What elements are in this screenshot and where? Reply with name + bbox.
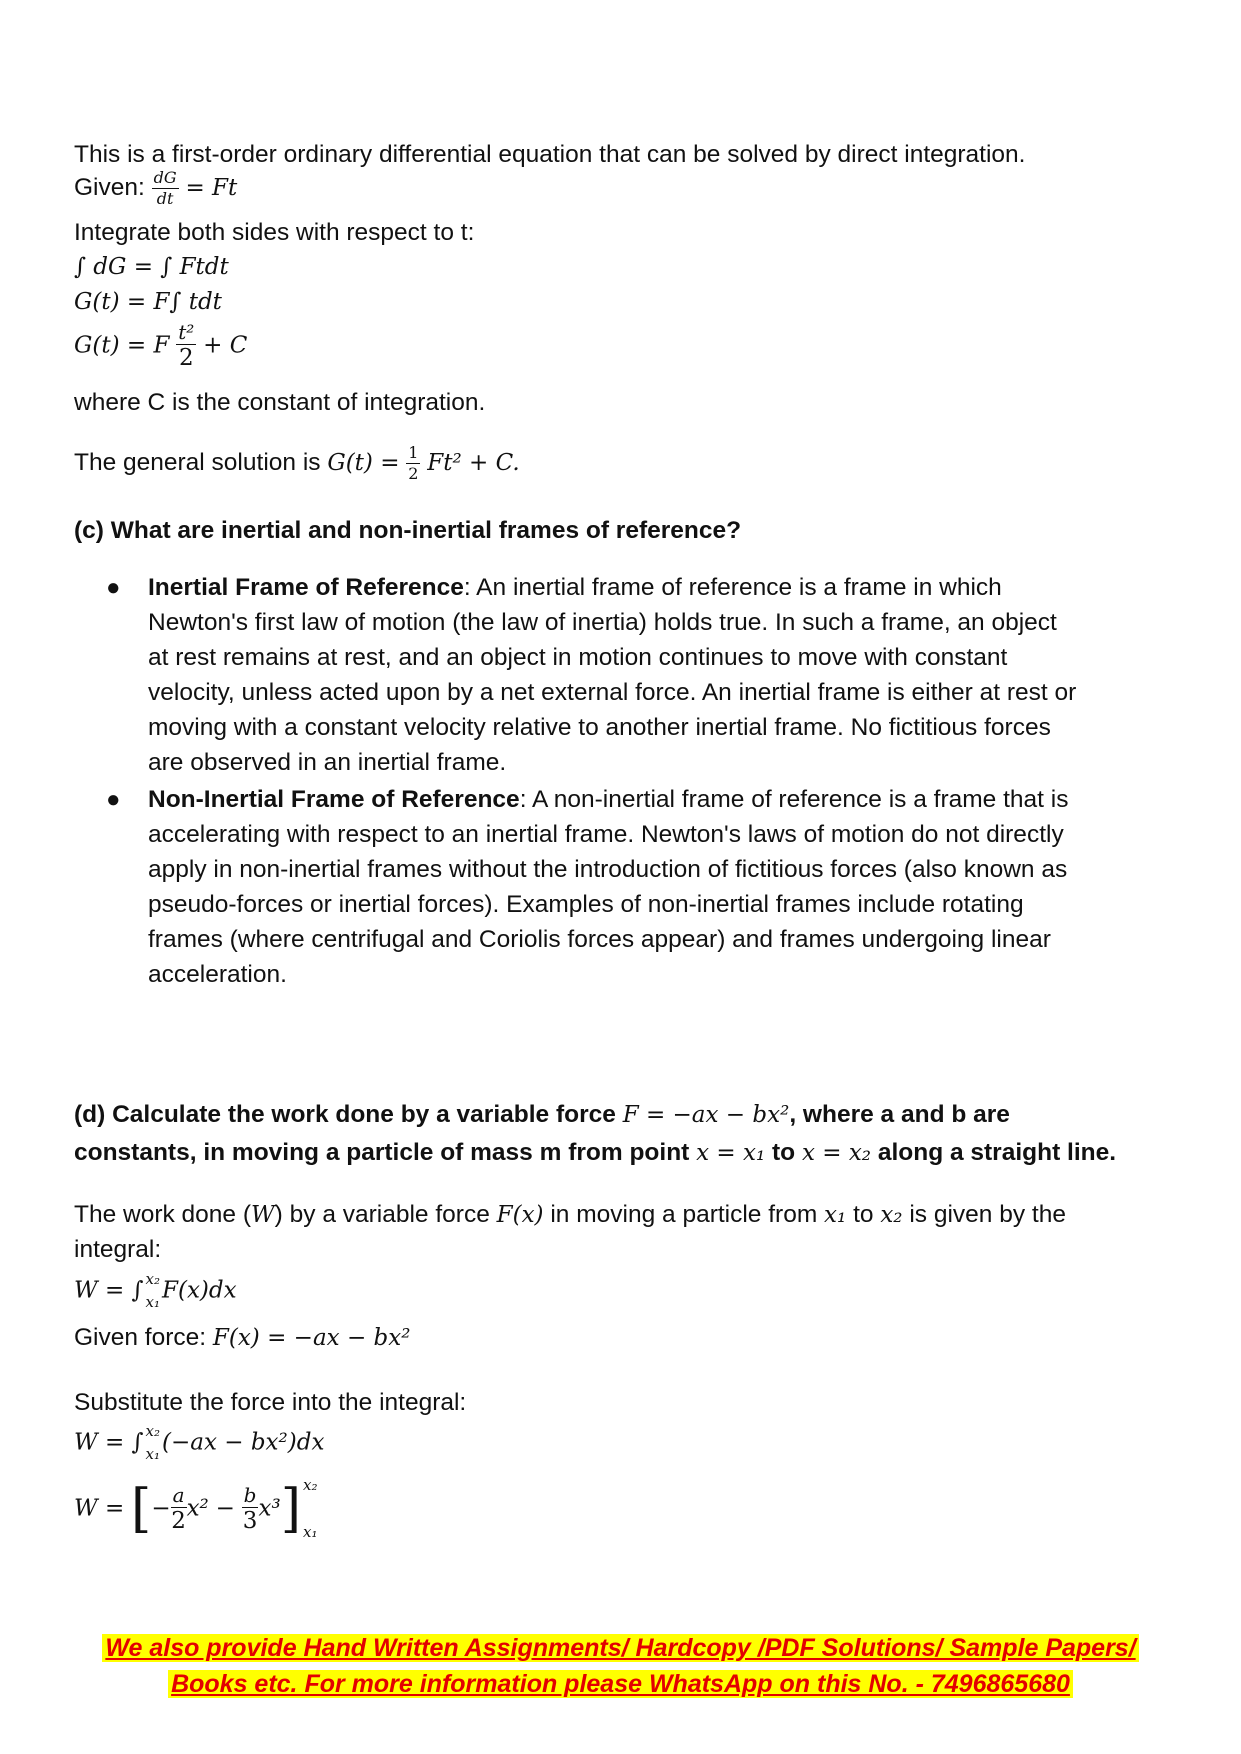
- lower-limit: x₁: [302, 1523, 318, 1541]
- result-fraction-b: $\frac{b}{3}$: [242, 1483, 258, 1534]
- general-label: The general solution is: [74, 449, 321, 476]
- integral-limits: [146, 1424, 160, 1462]
- derivative-numerator: dG: [153, 168, 177, 188]
- upper-limit: x₂: [145, 1270, 161, 1288]
- equation-3: [74, 322, 247, 370]
- general-fraction: [406, 445, 420, 482]
- bullet-term: Non-Inertial Frame of Reference: [148, 786, 520, 813]
- upper-limit: x₂: [302, 1476, 318, 1494]
- work-definition-line-1: The work done (W) by a variable force F(x) in moving a particle from x₁ to x₂ is given by the: [74, 1201, 1066, 1228]
- derivative-denominator: dt: [156, 189, 174, 209]
- given-rhs: = Ft: [185, 175, 238, 201]
- bullet-line: velocity, unless acted upon by a net external force. An inertial frame is either at rest or: [148, 679, 1077, 706]
- right-bracket: ]: [280, 1479, 301, 1539]
- integral-1: W = ∫ x₂ x₁ F(x)dx: [74, 1270, 237, 1311]
- constant-text: where C is the constant of integration.: [74, 389, 486, 416]
- promo-line-2: Books etc. For more information please WhatsApp on this No. - 7496865680: [168, 1670, 1073, 1698]
- given-label: Given:: [74, 174, 145, 201]
- work-definition-line-2: integral:: [74, 1236, 162, 1263]
- evaluation-limits: [303, 1478, 317, 1540]
- bullet-line: apply in non-inertial frames without the introduction of fictitious forces (also known as: [148, 856, 1068, 883]
- bullet-line: at rest remains at rest, and an object in motion continues to move with constant: [148, 644, 1008, 671]
- section-d-heading-line-2: constants, in moving a particle of mass m from point x = x₁ to x = x₂ along a straight line.: [74, 1139, 1117, 1166]
- equation-2: G(t) = F∫ tdt: [74, 289, 222, 315]
- lower-limit: x₁: [145, 1445, 161, 1463]
- general-rhs: Ft² + C.: [427, 450, 520, 476]
- bullet-dot-icon: ●: [106, 786, 121, 813]
- bullet-line: accelerating with respect to an inertial frame. Newton's laws of motion do not directly: [148, 821, 1064, 848]
- integral-2: W = ∫ x₂ x₁ (−ax − bx²)dx: [74, 1422, 325, 1463]
- eq3-numerator: t²: [178, 320, 195, 344]
- bullet-inertial: [106, 570, 1148, 780]
- bullet-line: acceleration.: [148, 961, 287, 988]
- promo-line-1: We also provide Hand Written Assignments/ Hardcopy /PDF Solutions/ Sample Papers/: [102, 1634, 1138, 1662]
- eq3-rhs: + C: [203, 332, 248, 359]
- bullet-line: Newton's first law of motion (the law of inertia) holds true. In such a frame, an object: [148, 609, 1057, 636]
- upper-limit: x₂: [145, 1422, 161, 1440]
- derivative-fraction: [152, 170, 179, 207]
- eq3-lhs: G(t) = F: [74, 332, 170, 359]
- general-numerator: 1: [408, 443, 419, 463]
- general-lhs: G(t) =: [327, 450, 400, 476]
- bullet-line: are observed in an inertial frame.: [148, 749, 507, 776]
- left-bracket: [: [131, 1479, 152, 1539]
- general-solution: [74, 445, 520, 482]
- equation-1: ∫ dG = ∫ Ftdt: [74, 254, 229, 280]
- promo-footer: [0, 1630, 1241, 1702]
- bullet-line: moving with a constant velocity relative to another inertial frame. No fictitious forces: [148, 714, 1051, 741]
- intro-sentence: This is a first-order ordinary differential equation that can be solved by direct integration.: [74, 141, 1026, 168]
- bullet-term: Inertial Frame of Reference: [148, 574, 464, 601]
- eq3-denominator: 2: [178, 345, 194, 371]
- integrate-text: Integrate both sides with respect to t:: [74, 219, 475, 246]
- force-equation: F = −ax − bx²: [622, 1102, 790, 1128]
- bullet-line: pseudo-forces or inertial forces). Examples of non-inertial frames include rotating: [148, 891, 1024, 918]
- given-force: Given force: F(x) = −ax − bx²: [74, 1324, 411, 1351]
- bullet-dot-icon: ●: [106, 574, 121, 601]
- integral-result: W = [− $\frac{a}{2}$ x² − $\frac{b}{3}$ x³] x₂ x₁: [74, 1476, 318, 1541]
- bullet-non-inertial: [106, 782, 1148, 992]
- bullet-line: frames (where centrifugal and Coriolis forces appear) and frames undergoing linear: [148, 926, 1051, 953]
- section-d-heading-line-1: (d) Calculate the work done by a variable force F = −ax − bx², where a and b are: [74, 1101, 1010, 1128]
- eq3-fraction: [176, 322, 196, 370]
- lower-limit: x₁: [145, 1293, 161, 1311]
- substitute-text: Substitute the force into the integral:: [74, 1389, 467, 1416]
- result-fraction-a: $\frac{a}{2}$: [171, 1483, 186, 1534]
- given-equation: [74, 170, 237, 207]
- general-denominator: 2: [408, 464, 419, 484]
- section-c-heading: (c) What are inertial and non-inertial frames of reference?: [74, 517, 742, 544]
- integral-limits: [146, 1272, 160, 1310]
- bullet-line: Non-Inertial Frame of Reference: A non-inertial frame of reference is a frame that is: [148, 786, 1069, 813]
- bullet-line: Inertial Frame of Reference: An inertial frame of reference is a frame in which: [148, 574, 1002, 601]
